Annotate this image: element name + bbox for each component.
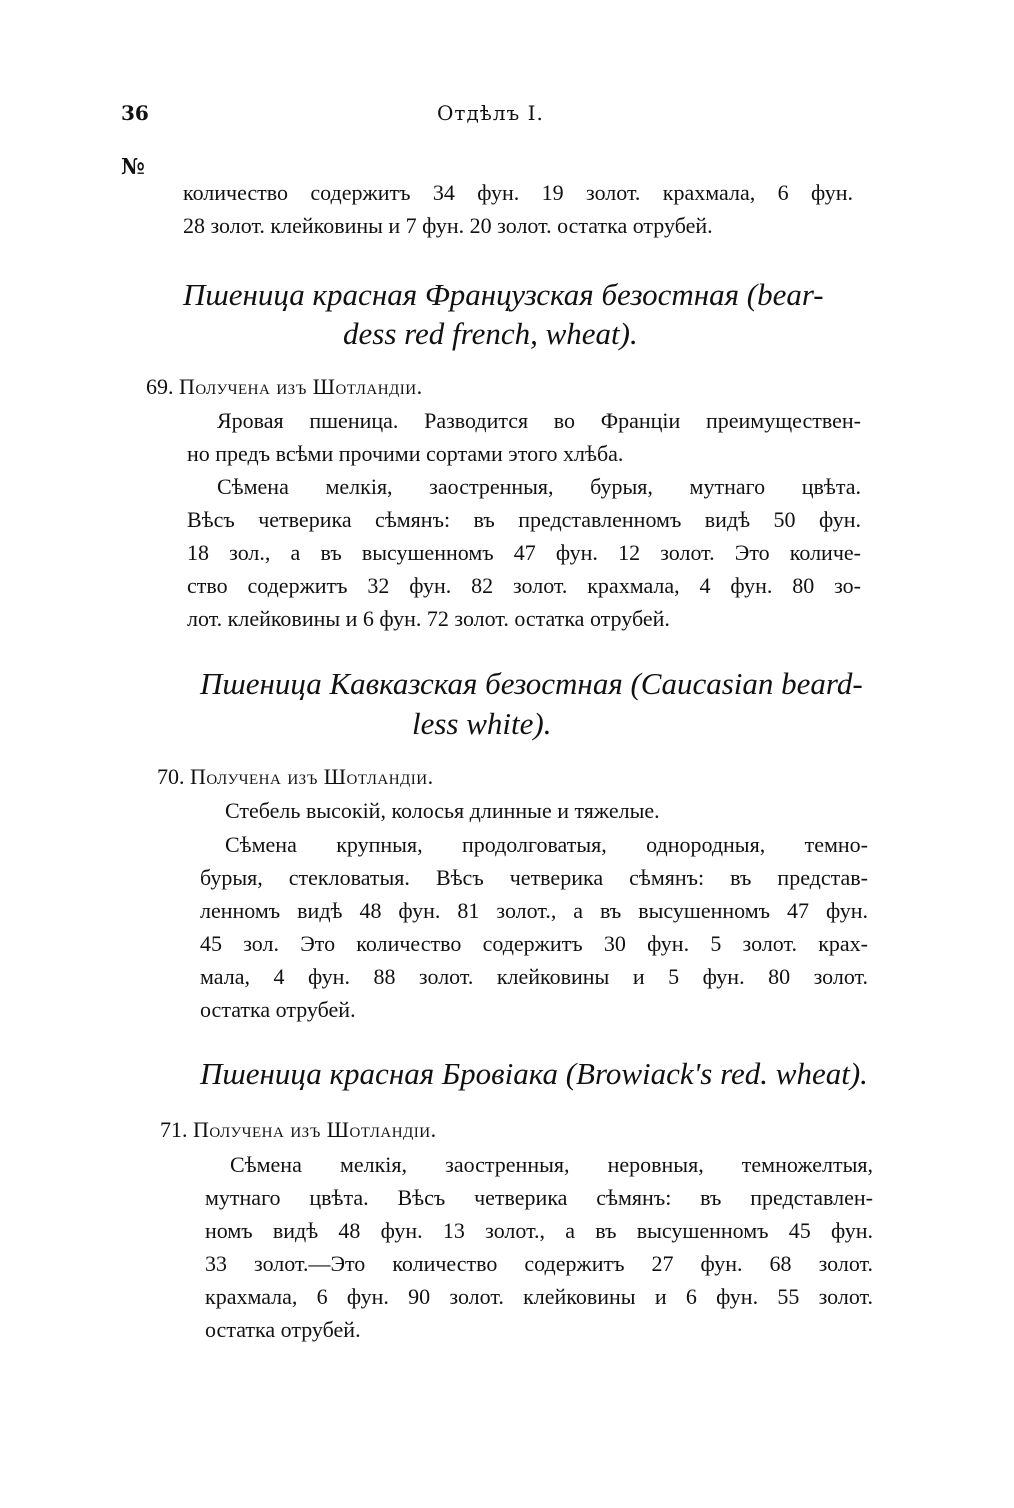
entry-line: ленномъ видѣ 48 фун. 81 золот., а въ высушенномъ 47 фун. [200, 898, 868, 923]
variety-heading: Пшеница красная Французская безостная (bear- [183, 277, 824, 312]
number-sign: № [121, 154, 145, 180]
entry-number: 70. [157, 764, 185, 789]
variety-heading: Пшеница Кавказская безостная (Caucasian beard- [200, 666, 863, 701]
entry-source: Получена изъ Шотландіи. [193, 1117, 437, 1142]
entry-line: остатка отрубей. [200, 997, 356, 1022]
entry-line: ство содержитъ 32 фун. 82 золот. крахмала, 4 фун. 80 зо- [187, 573, 861, 598]
entry-line: крахмала, 6 фун. 90 золот. клейковины и 6 фун. 55 золот. [205, 1284, 873, 1309]
entry-line: номъ видѣ 48 фун. 13 золот., а въ высушенномъ 45 фун. [205, 1218, 873, 1243]
intro-line: 28 золот. клейковины и 7 фун. 20 золот. остатка отрубей. [183, 213, 713, 238]
entry-number: 71. [160, 1117, 188, 1142]
entry-line: но предъ всѣми прочими сортами этого хлѣба. [187, 441, 624, 466]
entry-line: Сѣмена мелкія, заостренныя, бурыя, мутнаго цвѣта. [217, 474, 861, 499]
entry-line: бурыя, стекловатыя. Вѣсъ четверика сѣмянъ: въ представ- [200, 865, 868, 890]
entry-line: Сѣмена крупныя, продолговатыя, однородныя, темно- [225, 832, 868, 857]
intro-line: количество содержитъ 34 фун. 19 золот. крахмала, 6 фун. [183, 180, 853, 205]
entry-line: Стебель высокій, колосья длинные и тяжелые. [225, 798, 660, 823]
entry-line: 18 зол., а въ высушенномъ 47 фун. 12 золот. Это количе- [187, 540, 861, 565]
entry-line: мала, 4 фун. 88 золот. клейковины и 5 фун. 80 золот. [200, 964, 868, 989]
entry-line: Яровая пшеница. Разводится во Франціи преимуществен- [217, 408, 861, 433]
variety-heading: dess red french, wheat). [343, 316, 638, 351]
entry-header-71 [160, 1115, 437, 1145]
entry-line: мутнаго цвѣта. Вѣсъ четверика сѣмянъ: въ представлен- [205, 1185, 873, 1210]
variety-heading: less white). [412, 706, 552, 741]
entry-source: Получена изъ Шотландіи. [179, 374, 423, 399]
entry-line: 45 зол. Это количество содержитъ 30 фун. 5 золот. крах- [200, 931, 868, 956]
entry-number: 69. [146, 374, 174, 399]
entry-line: 33 золот.—Это количество содержитъ 27 фун. 68 золот. [205, 1251, 873, 1276]
entry-source: Получена изъ Шотландіи. [190, 764, 434, 789]
running-header: Отдѣлъ I. [437, 101, 544, 125]
entry-line: остатка отрубей. [205, 1317, 361, 1342]
variety-heading: Пшеница красная Бровіака (Browiack's red. wheat). [200, 1056, 868, 1091]
entry-header-69 [146, 372, 423, 402]
entry-line: лот. клейковины и 6 фун. 72 золот. остатка отрубей. [187, 606, 670, 631]
entry-line: Вѣсъ четверика сѣмянъ: въ представленномъ видѣ 50 фун. [187, 507, 861, 532]
page-number: 36 [121, 101, 149, 125]
entry-line: Сѣмена мелкія, заостренныя, неровныя, темножелтыя, [230, 1152, 873, 1177]
entry-header-70 [157, 762, 434, 792]
